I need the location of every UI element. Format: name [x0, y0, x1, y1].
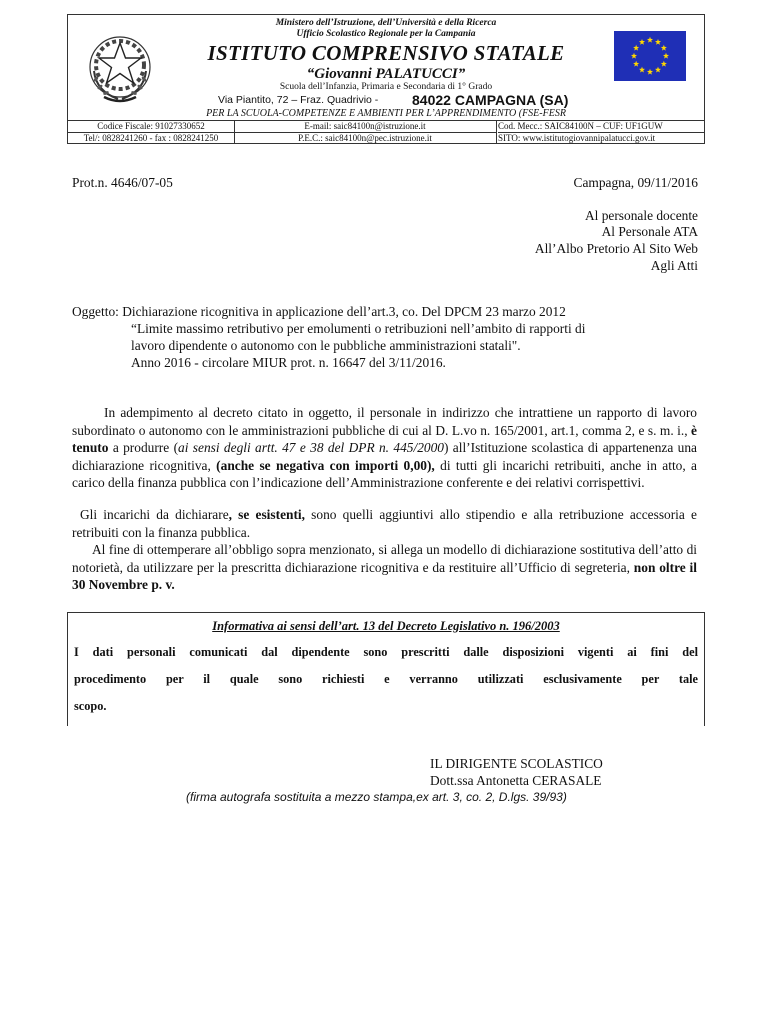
codes-cell-right	[496, 121, 704, 144]
signature-note: (firma autografa sostituita a mezzo stampa,ex art. 3, co. 2, D.lgs. 39/93)	[186, 790, 567, 804]
emphasis-text: , se esistenti,	[228, 507, 305, 522]
school-city: 84022 CAMPAGNA (SA)	[412, 92, 569, 108]
signatory-name: Dott.ssa Antonetta CERASALE	[430, 773, 602, 788]
codes-cell-middle	[234, 121, 497, 144]
signatory-title: IL DIRIGENTE SCOLASTICO	[430, 756, 603, 771]
republic-emblem-icon	[82, 27, 158, 105]
letterhead	[67, 14, 705, 144]
legal-reference: ai sensi degli artt. 47 e 38 del DPR n. 445/2000	[178, 440, 444, 456]
school-address: Via Piantito, 72 – Fraz. Quadrivio -	[218, 94, 379, 106]
text-run: di tutti gli incarichi retribuiti, anche in atto, a carico della finanza pubblica con l’indicazione dell’Amministrazione conferente e dei relativi corrispettivi.	[72, 457, 698, 491]
privacy-notice-line: scopo.	[74, 699, 107, 713]
subject-line: Oggetto: Dichiarazione ricognitiva in applicazione dell’art.3, co. Del DPCM 23 marzo 2012	[72, 304, 566, 319]
school-name: “Giovanni PALATUCCI”	[306, 66, 466, 82]
subject-line: “Limite massimo retributivo per emolumenti o retribuzioni nell’ambito di rapporti di	[131, 321, 586, 336]
emphasis-text: (anche se negativa con importi 0,00),	[216, 457, 435, 473]
codice-fiscale: Codice Fiscale: 91027330652	[97, 121, 205, 131]
recipient-line: Al personale docente	[584, 208, 698, 223]
email-address: E-mail: saic84100n@istruzione.it	[304, 121, 426, 131]
text-run: a produrre (	[112, 440, 179, 456]
codes-cell-left	[68, 121, 235, 144]
tel-fax: Tel/: 0828241260 - fax : 0828241250	[68, 132, 234, 144]
text-run: Al fine di ottemperare all’obbligo sopra menzionato, si allega un modello di dichiarazione sostitutiva dell’atto di notorietà, da utilizzare per la prescritta dichiarazione ricognitiva e da restituire all’Ufficio di segreteria,	[72, 542, 697, 575]
subject-line: lavoro dipendente o autonomo con le pubbliche amministrazioni statali".	[131, 338, 521, 353]
ministry-line: Ministero dell’Istruzione, dell’Università e della Ricerca	[275, 18, 497, 28]
privacy-notice-line: I dati personali comunicati dal dipendente sono prescritti dalle disposizioni vigenti ai fini del	[74, 645, 698, 659]
recipient-line: Al Personale ATA	[601, 224, 698, 239]
privacy-notice-line: procedimento per il quale sono richiesti e verranno utilizzati esclusivamente per tale	[74, 672, 698, 686]
privacy-notice-title: Informativa ai sensi dell’art. 13 del Decreto Legislativo n. 196/2003	[212, 619, 560, 633]
school-grades: Scuola dell’Infanzia, Primaria e Secondaria di 1° Grado	[279, 82, 493, 92]
school-title: ISTITUTO COMPRENSIVO STATALE	[207, 41, 565, 65]
fse-fesr-line: PER LA SCUOLA-COMPETENZE E AMBIENTI PER L’APPRENDIMENTO (FSE-FESR	[206, 108, 566, 119]
privacy-notice-box	[67, 612, 705, 726]
pec-address: P.E.C.: saic84100n@pec.istruzione.it	[234, 132, 496, 144]
office-line: Ufficio Scolastico Regionale per la Campania	[296, 29, 476, 39]
cod-mecc: Cod. Mecc.: SAIC84100N – CUF: UF1GUW	[498, 121, 663, 131]
subject-line: Anno 2016 - circolare MIUR prot. n. 16647 del 3/11/2016.	[131, 355, 446, 370]
body-paragraph-2	[72, 506, 697, 541]
eu-flag-icon	[614, 31, 686, 81]
emphasis-text: è tenuto	[72, 422, 697, 456]
website: SITO: www.istitutogiovannipalatucci.gov.it	[498, 132, 704, 144]
recipient-line: All’Albo Pretorio Al Sito Web	[534, 241, 698, 256]
recipient-line: Agli Atti	[650, 258, 698, 273]
text-run: In adempimento al decreto citato in oggetto, il personale in indirizzo che intrattiene un rapporto di lavoro subordinato o autonomo con le amministrazioni pubbliche di cui al D. L.vo n. 165/2001, art.1, comma 2, e s. m. i.,	[72, 405, 697, 438]
school-codes-table	[68, 120, 704, 144]
deadline-text: non oltre il 30 Novembre p. v.	[72, 559, 697, 593]
document-date: Campagna, 09/11/2016	[573, 175, 698, 190]
protocol-number: Prot.n. 4646/07-05	[72, 175, 173, 190]
body-paragraph-1	[72, 404, 697, 492]
text-run: ) all’Istituzione scolastica di appartenenza una dichiarazione ricognitiva,	[72, 440, 697, 473]
text-run: sono quelli aggiuntivi allo stipendio e alla retribuzione accessoria e retribuiti con la finanza pubblica.	[72, 507, 697, 540]
body-paragraph-3	[72, 541, 697, 594]
text-run: Gli incarichi da dichiarare	[80, 507, 229, 522]
